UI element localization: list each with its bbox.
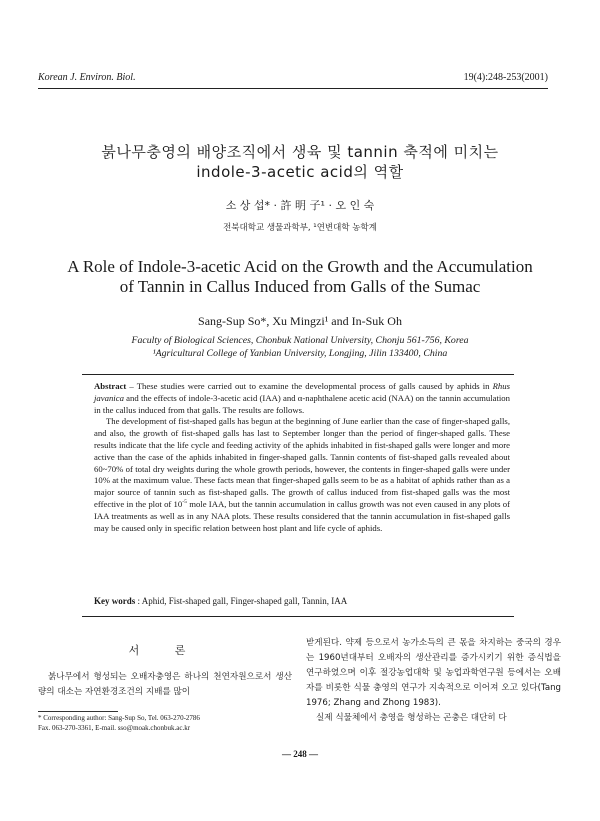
affiliation-2: ¹Agricultural College of Yanbian University, Longjing, Jilin 133400, China: [152, 348, 448, 359]
korean-title: [60, 142, 540, 182]
english-title-line1: A Role of Indole-3-acetic Acid on the Growth and the Accumulation: [67, 257, 533, 276]
journal-name: Korean J. Environ. Biol.: [38, 72, 136, 83]
body-left-column: [38, 636, 292, 700]
intro-left-text: 붉나무에서 형성되는 오배자충영은 하나의 천연자원으로서 생산량의 대소는 자연환경조건의 지배를 많이: [38, 672, 292, 697]
footnote-line1: * Corresponding author: Sang-Sup So, Tel. 063-270-2786: [38, 714, 200, 722]
abstract-text-c: The development of fist-shaped galls has begun at the beginning of June earlier than the case of finger-shaped galls, and also, the growth of fist-shaped galls has last to September longer than the period of finger-shaped galls. These results indicate that the life cycle and feeding activity of the aphids inhabited in fist-shaped galls were longer and more active than the case of the aphids inhabited in finger-shaped galls. Tannin contents of fist-shaped galls revealed about 60~70% of total dry weights during the whole growth periods, however, the contents in finger-shaped galls were under 10% at the maximum value. These facts mean that finger-shaped galls seem to be as a habitat of aphids rather than as a major source of tannin such as fist-shaped galls. The growth of callus induced from fist-shaped galls was the most effective in the plot of 10: [94, 416, 510, 509]
abstract-rule-top: [82, 374, 514, 375]
abstract-rule-bottom: [82, 616, 514, 617]
abstract-label: Abstract: [94, 381, 127, 391]
keywords-label: Key words: [94, 596, 136, 606]
english-title-line2: of Tannin in Callus Induced from Galls of the Sumac: [119, 277, 481, 296]
header-rule: [38, 88, 548, 89]
abstract-paragraph-2: [94, 416, 510, 534]
korean-affiliation: 전북대학교 생물과학부, ¹연변대학 농학계: [223, 223, 377, 233]
running-header: [38, 72, 548, 83]
abstract-text-a: – These studies were carried out to examine the developmental process of galls caused by aphids in: [126, 381, 493, 391]
species-name: Rhus javanica: [94, 381, 510, 403]
english-authors: Sang-Sup So*, Xu Mingzi¹ and In-Suk Oh: [198, 314, 402, 328]
keywords: [94, 596, 510, 606]
abstract-text-b: and the effects of indole-3-acetic acid (IAA) and α-naphthalene acetic acid (NAA) on the tannin accumulation in the callus induced from that galls. The results are follows.: [94, 392, 510, 415]
section-title: 서 론: [128, 644, 202, 657]
korean-title-line2: indole-3-acetic acid의 역할: [196, 163, 404, 181]
korean-authors: 소 상 섭* · 許 明 子¹ · 오 인 숙: [225, 199, 375, 212]
korean-title-line1: 붉나무충영의 배양조직에서 생육 및 tannin 축적에 미치는: [101, 143, 499, 161]
page-number: — 248 —: [282, 749, 318, 759]
footnote: [38, 714, 298, 733]
abstract-text-d: mole IAA, but the tannin accumulation in callus growth was not even caused in any plots of IAA treatments as well as in any NAA plots. These results considered that the tannin accumulation in fist-shaped galls may be caused only in specific relation between host plant and life cycle of aphids.: [94, 498, 510, 533]
affiliation-1: Faculty of Biological Sciences, Chonbuk National University, Chonju 561-756, Korea: [131, 335, 469, 346]
citation: 19(4):248-253(2001): [463, 72, 548, 83]
abstract: [94, 381, 510, 534]
intro-right-paragraph-1: 받게된다. 약제 등으로서 농가소득의 큰 몫을 차지하는 중국의 경우는 1960년대부터 오배자의 생산관리를 증가시키기 위한 증식법을 연구하였으며 이후 절강농업대학 및 농업과학연구원 등에서는 오배자를 비롯한 식물 충영의 연구가 지속적으로 이어져 오고 있다(Tang 1976; Zhang and Zhong 1983).: [306, 638, 561, 708]
abstract-paragraph-1: [94, 381, 510, 416]
intro-right-paragraph-2: 실제 식물체에서 충영을 형성하는 곤충은 대단히 다: [316, 713, 507, 723]
keywords-text: : Aphid, Fist-shaped gall, Finger-shaped gall, Tannin, IAA: [135, 596, 348, 606]
exponent: -5: [182, 499, 187, 506]
english-title: [50, 257, 550, 297]
footnote-line2: Fax. 063-270-3361, E-mail. sso@moak.chonbuk.ac.kr: [38, 723, 191, 732]
english-affiliation: [60, 334, 540, 360]
footnote-rule: [38, 711, 118, 712]
body-right-column: [306, 636, 561, 726]
